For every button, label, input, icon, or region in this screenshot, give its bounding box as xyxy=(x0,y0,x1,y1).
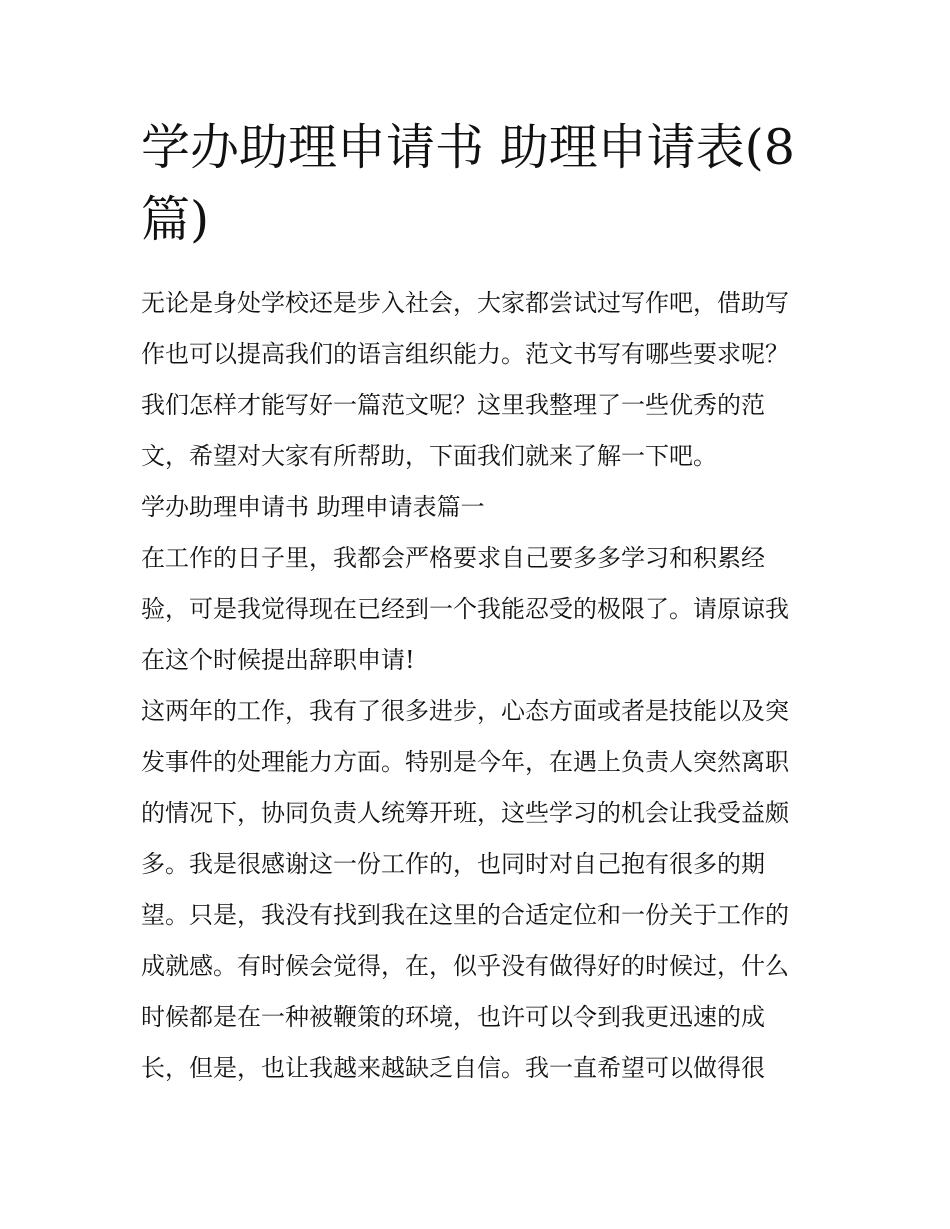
title-line: 篇) xyxy=(141,191,210,248)
paragraph-line: 望。只是，我没有找到我在这里的合适定位和一份关于工作的 xyxy=(141,901,789,929)
paragraph-line: 时候都是在一种被鞭策的环境，也许可以令到我更迅速的成 xyxy=(141,1003,765,1031)
paragraph-line: 这两年的工作，我有了很多进步，心态方面或者是技能以及突 xyxy=(141,697,789,725)
paragraph-line: 在这个时候提出辞职申请! xyxy=(141,646,415,674)
document-content xyxy=(141,112,816,1094)
paragraph-line: 作也可以提高我们的语言组织能力。范文书写有哪些要求呢？ xyxy=(141,340,789,368)
paragraph-line: 的情况下，协同负责人统筹开班，这些学习的机会让我受益颇 xyxy=(141,799,789,827)
paragraph-line: 在工作的日子里，我都会严格要求自己要多多学习和积累经 xyxy=(141,544,765,572)
paragraph-line: 验，可是我觉得现在已经到一个我能忍受的极限了。请原谅我 xyxy=(141,595,789,623)
paragraph-line: 文，希望对大家有所帮助，下面我们就来了解一下吧。 xyxy=(141,442,717,470)
paragraph-line: 无论是身处学校还是步入社会，大家都尝试过写作吧，借助写 xyxy=(141,289,789,317)
paragraph-line: 长，但是，也让我越来越缺乏自信。我一直希望可以做得很 xyxy=(141,1054,765,1082)
paragraph-line: 成就感。有时候会觉得，在，似乎没有做得好的时候过，什么 xyxy=(141,952,789,980)
document-body xyxy=(141,278,816,1094)
title-line: 学办助理申请书 助理申请表(8 xyxy=(141,119,795,176)
paragraph-line: 多。我是很感谢这一份工作的，也同时对自己抱有很多的期 xyxy=(141,850,765,878)
document-title xyxy=(141,112,816,256)
section-heading: 学办助理申请书 助理申请表篇一 xyxy=(141,493,485,521)
paragraph-line: 我们怎样才能写好一篇范文呢？这里我整理了一些优秀的范 xyxy=(141,391,765,419)
paragraph-line: 发事件的处理能力方面。特别是今年，在遇上负责人突然离职 xyxy=(141,748,789,776)
